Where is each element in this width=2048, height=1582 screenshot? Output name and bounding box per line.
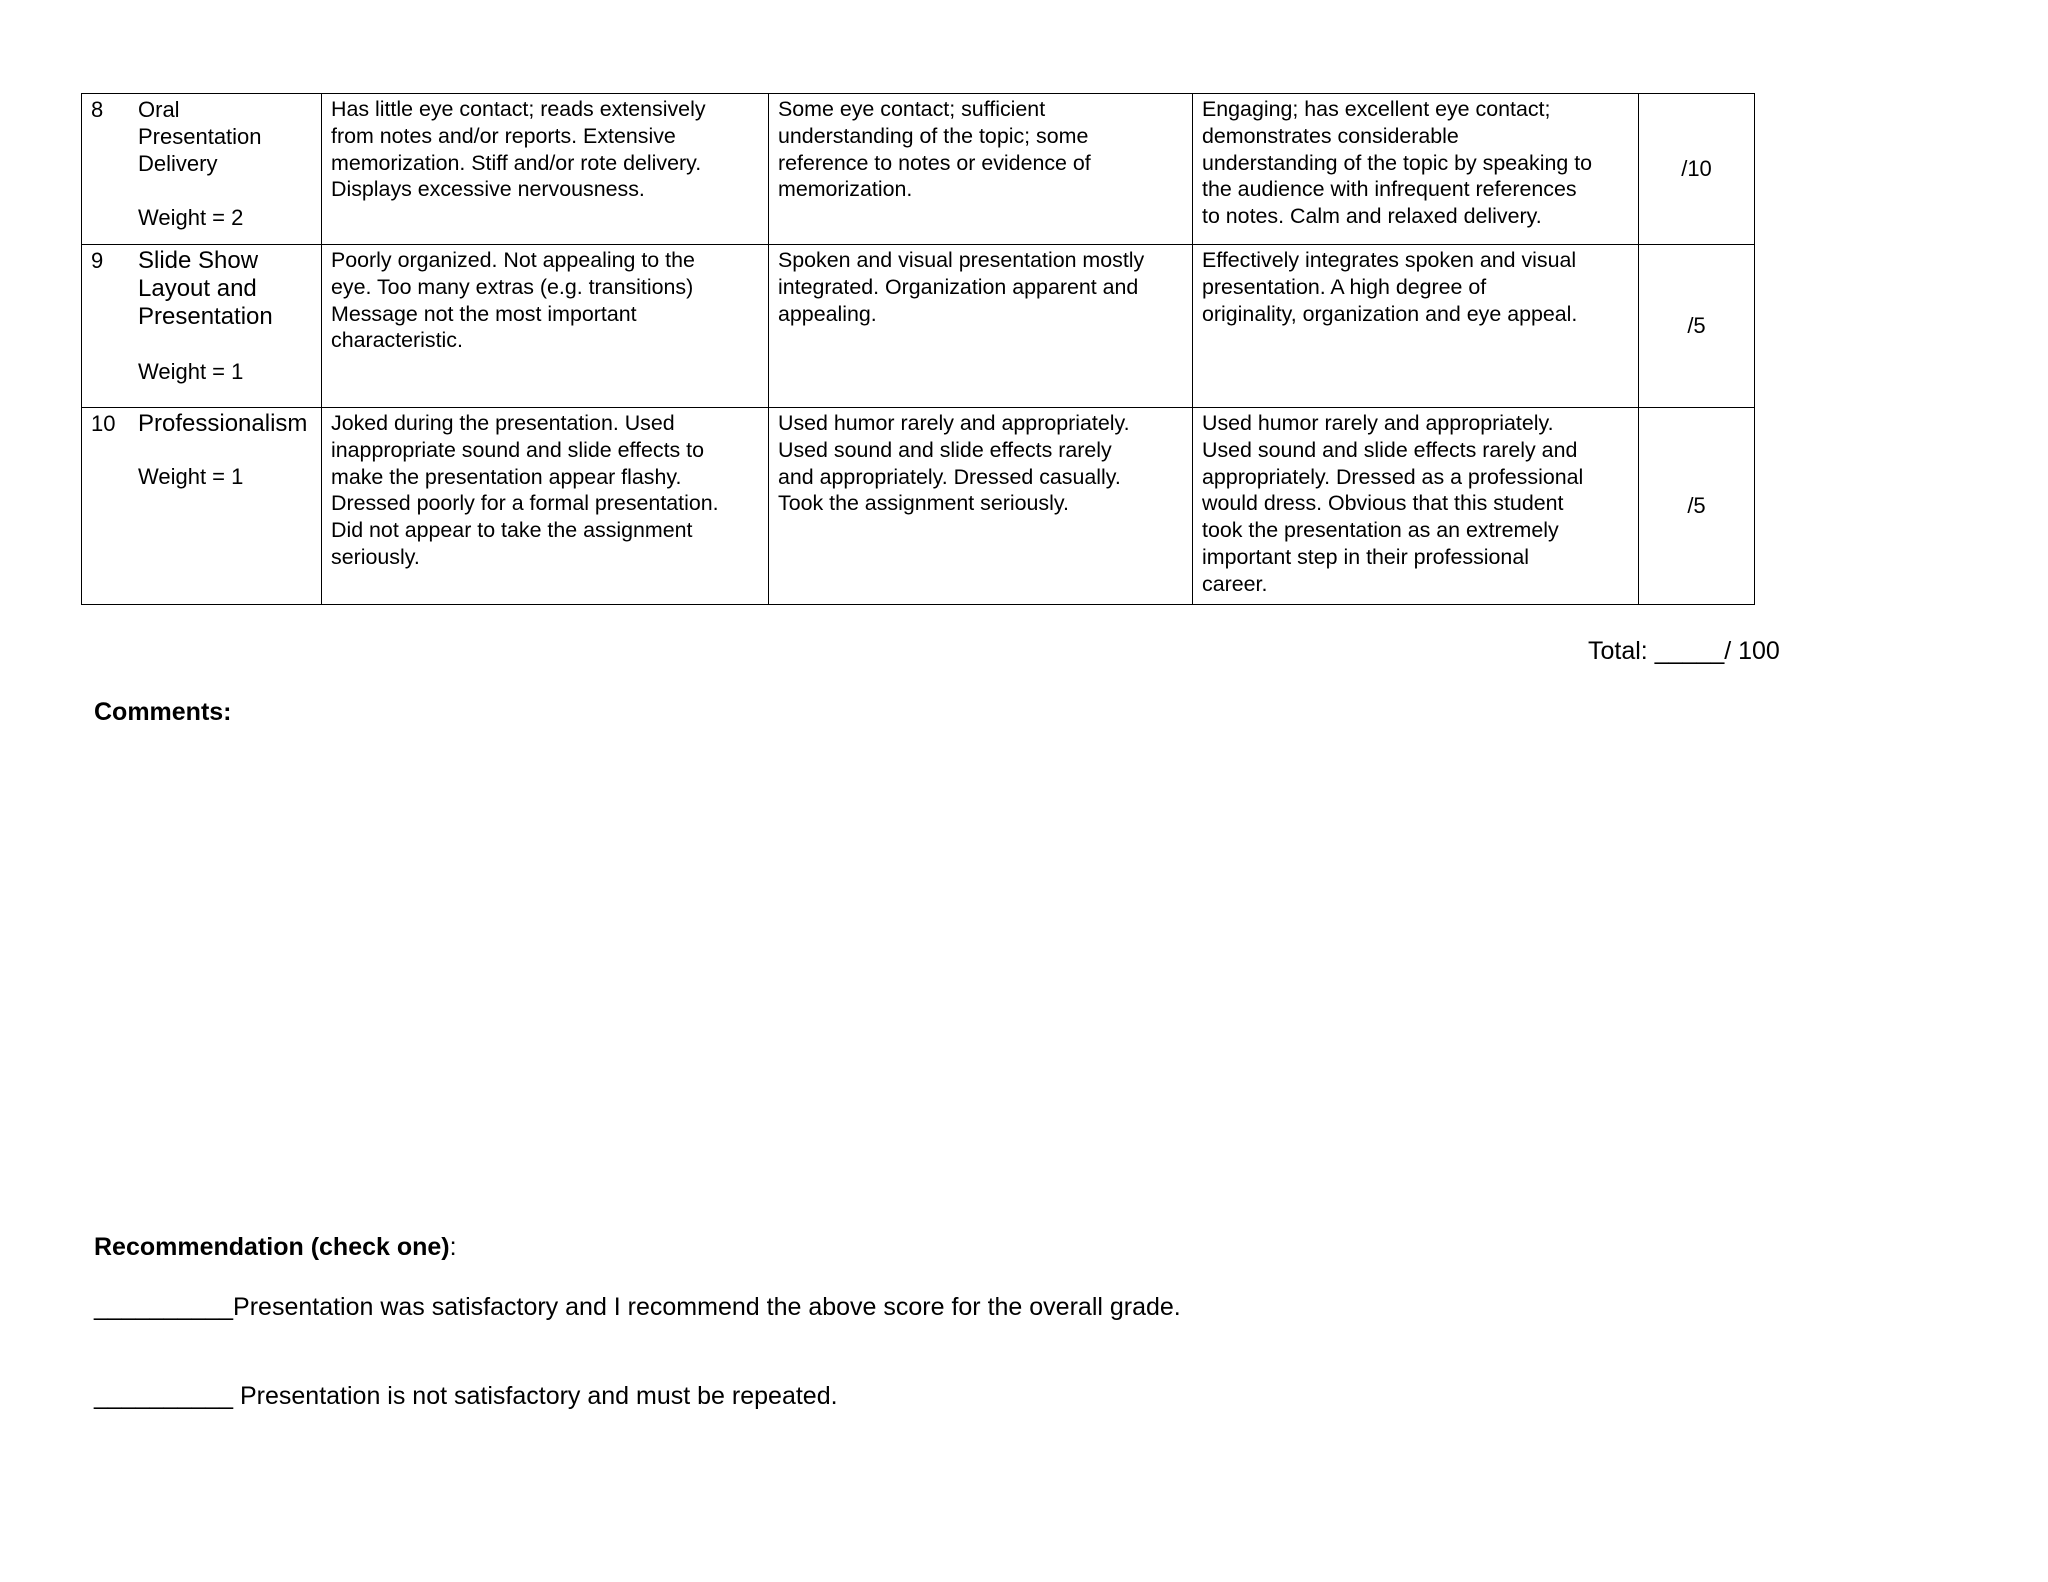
level-1-description (322, 94, 769, 245)
criterion-name: Professionalism (138, 410, 308, 437)
score-cell: /10 (1639, 94, 1755, 245)
criterion-number: 8 (91, 97, 104, 122)
criterion-number: 9 (91, 248, 104, 273)
score-cell: /5 (1639, 408, 1755, 605)
level-2-description (769, 408, 1193, 605)
recommendation-option-repeat[interactable]: __________ Presentation is not satisfactory and must be repeated. (94, 1382, 838, 1410)
criterion-weight: Weight = 1 (138, 359, 244, 384)
criterion-weight: Weight = 1 (138, 464, 244, 489)
level-1-text: Has little eye contact; reads extensively from notes and/or reports. Extensive memorization. Stiff and/or rote delivery. Displays excessive nervousness. (331, 97, 706, 202)
recommendation-option-satisfactory[interactable]: __________Presentation was satisfactory and I recommend the above score for the overall grade. (94, 1293, 1181, 1321)
rubric-row-slide-show-layout (82, 245, 1755, 408)
level-3-description (1193, 245, 1639, 408)
criterion-cell (82, 408, 322, 605)
rubric-table (81, 93, 1755, 605)
level-1-text: Poorly organized. Not appealing to the eye. Too many extras (e.g. transitions) Message not the most important characteristic. (331, 248, 695, 353)
level-3-description (1193, 94, 1639, 245)
level-3-text: Engaging; has excellent eye contact; demonstrates considerable understanding of the topic by speaking to the audience with infrequent references to notes. Calm and relaxed delivery. (1202, 97, 1593, 229)
recommendation-suffix: : (449, 1233, 457, 1261)
level-1-description (322, 245, 769, 408)
level-1-text: Joked during the presentation. Used inappropriate sound and slide effects to make the presentation appear flashy. Dressed poorly for a formal presentation. Did not appear to take the assignment seriously. (331, 411, 719, 569)
level-2-text: Some eye contact; sufficient understanding of the topic; some reference to notes or evidence of memorization. (778, 97, 1091, 202)
comments-label: Comments: (94, 698, 232, 726)
level-2-text: Spoken and visual presentation mostly integrated. Organization apparent and appealing. (778, 248, 1145, 326)
level-3-text: Used humor rarely and appropriately. Used sound and slide effects rarely and appropriately. Dressed as a professional would dress. Obvious that this student took the presentation as an extremely important step in their professional career. (1202, 411, 1584, 596)
criterion-cell (82, 245, 322, 408)
score-cell: /5 (1639, 245, 1755, 408)
criterion-name: Oral Presentation Delivery (138, 97, 262, 176)
level-3-description (1193, 408, 1639, 605)
recommendation-heading (94, 1232, 457, 1262)
total-score[interactable]: Total: _____/ 100 (1588, 637, 1780, 665)
level-2-description (769, 94, 1193, 245)
rubric-row-professionalism (82, 408, 1755, 605)
criterion-name: Slide Show Layout and Presentation (138, 247, 273, 330)
criterion-number: 10 (91, 411, 116, 436)
level-1-description (322, 408, 769, 605)
level-2-description (769, 245, 1193, 408)
criterion-weight: Weight = 2 (138, 205, 244, 230)
level-2-text: Used humor rarely and appropriately. Used sound and slide effects rarely and appropriately. Dressed casually. Took the assignment seriously. (778, 411, 1130, 516)
level-3-text: Effectively integrates spoken and visual presentation. A high degree of originality, organization and eye appeal. (1202, 248, 1578, 326)
criterion-cell (82, 94, 322, 245)
recommendation-label: Recommendation (check one) (94, 1233, 450, 1261)
rubric-row-oral-presentation-delivery (82, 94, 1755, 245)
